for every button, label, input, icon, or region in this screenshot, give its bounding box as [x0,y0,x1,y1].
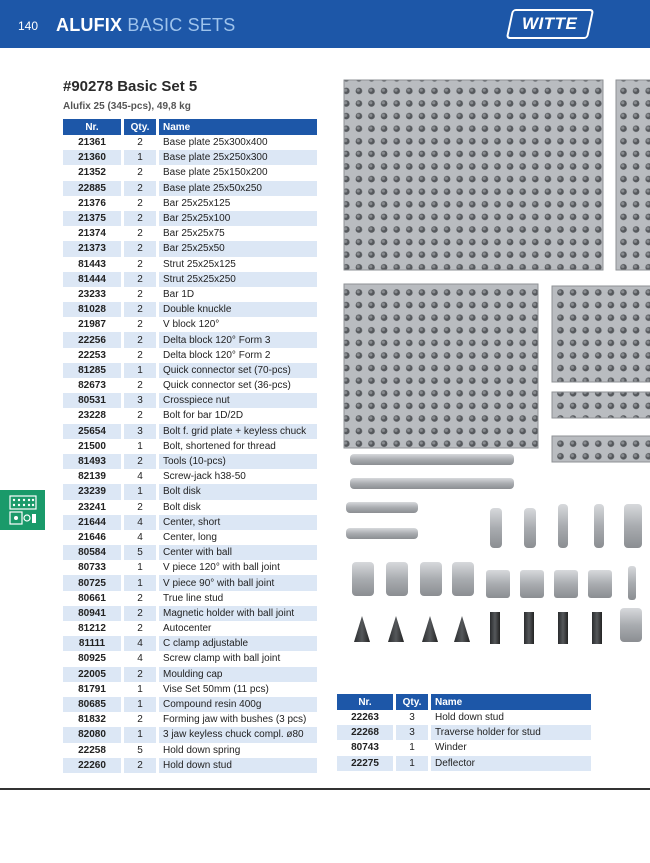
parts-table [63,119,320,773]
part-number: 21352 [63,165,124,180]
quantity: 2 [124,348,159,363]
quantity: 3 [124,424,159,439]
part-name: Strut 25x25x250 [159,272,320,287]
part-number: 21376 [63,196,124,211]
quantity: 2 [124,165,159,180]
table-row [63,727,320,742]
table-row [63,439,320,454]
table-row [63,469,320,484]
quantity: 2 [124,241,159,256]
part-name: Center, long [159,530,320,545]
quantity: 1 [124,560,159,575]
part-number: 81443 [63,257,124,272]
table-row [63,302,320,317]
product-photo [340,72,650,672]
extra-parts-table [337,694,594,771]
part-number: 22275 [337,756,396,771]
part-number: 22263 [337,710,396,725]
quantity: 1 [124,682,159,697]
bolts [490,504,642,548]
base-plate-large [344,80,603,270]
part-number: 82673 [63,378,124,393]
base-plate-small [552,286,650,382]
table-row [63,591,320,606]
part-number: 21500 [63,439,124,454]
part-name: Bolt, shortened for thread [159,439,320,454]
part-number: 21373 [63,241,124,256]
part-name: Bolt for bar 1D/2D [159,408,320,423]
table-row [63,575,320,590]
table-row [63,348,320,363]
quantity: 1 [124,439,159,454]
footer-divider [0,788,650,790]
part-number: 80925 [63,651,124,666]
quantity: 1 [124,697,159,712]
table-header-row [337,694,594,710]
part-name: Center, short [159,515,320,530]
table-row [63,712,320,727]
quantity: 2 [124,181,159,196]
part-number: 21360 [63,150,124,165]
base-plate-medium [344,284,538,448]
part-name: 3 jaw keyless chuck compl. ø80 [159,727,320,742]
part-name: Bar 25x25x50 [159,241,320,256]
table-row [63,758,320,773]
part-name: Base plate 25x300x400 [159,135,320,150]
part-number: 22885 [63,181,124,196]
part-number: 21375 [63,211,124,226]
part-number: 80661 [63,591,124,606]
table-row [63,636,320,651]
part-number: 23239 [63,484,124,499]
quantity: 5 [124,545,159,560]
part-number: 80941 [63,606,124,621]
section-tab [0,490,45,530]
part-name: Bar 25x25x75 [159,226,320,241]
quantity: 4 [124,469,159,484]
quantity: 5 [124,743,159,758]
table-row [63,606,320,621]
table-row [63,272,320,287]
part-name: Bar 1D [159,287,320,302]
table-row [63,363,320,378]
part-name: Deflector [431,756,594,771]
quantity: 2 [124,211,159,226]
section-title-bold: ALUFIX [56,15,123,35]
table-row [63,454,320,469]
section-title-light: BASIC SETS [122,15,236,35]
part-name: Delta block 120° Form 3 [159,332,320,347]
table-row [337,710,594,725]
part-number: 80733 [63,560,124,575]
part-number: 81444 [63,272,124,287]
quantity: 1 [124,727,159,742]
part-name: Winder [431,740,594,755]
quantity: 2 [124,454,159,469]
struts [346,454,514,539]
part-name: Hold down spring [159,743,320,758]
col-nr-header: Nr. [63,119,124,135]
table-row [63,651,320,666]
page-number: 140 [18,19,39,33]
quantity: 3 [124,393,159,408]
part-name: C clamp adjustable [159,636,320,651]
part-name: Bar 25x25x125 [159,196,320,211]
table-row [63,515,320,530]
part-name: Base plate 25x250x300 [159,150,320,165]
table-row [63,135,320,150]
table-row [63,530,320,545]
quantity: 2 [124,196,159,211]
quantity: 1 [124,575,159,590]
table-row [63,378,320,393]
set-subtitle: Alufix 25 (345-pcs), 49,8 kg [63,101,191,112]
part-number: 21646 [63,530,124,545]
quantity: 2 [124,332,159,347]
table-header-row [63,119,320,135]
section-title [56,15,235,36]
table-row [63,287,320,302]
part-number: 21644 [63,515,124,530]
part-name: Forming jaw with bushes (3 pcs) [159,712,320,727]
quantity: 1 [396,740,431,755]
part-number: 81791 [63,682,124,697]
part-name: Double knuckle [159,302,320,317]
part-number: 23228 [63,408,124,423]
quantity: 2 [124,591,159,606]
part-name: Bolt disk [159,484,320,499]
part-name: Bolt f. grid plate + keyless chuck [159,424,320,439]
quantity: 2 [124,226,159,241]
part-name: V piece 90° with ball joint [159,575,320,590]
quantity: 1 [396,756,431,771]
quantity: 2 [124,408,159,423]
part-number: 81111 [63,636,124,651]
part-name: Bar 25x25x100 [159,211,320,226]
quantity: 2 [124,500,159,515]
table-row [63,682,320,697]
clamps [352,562,636,600]
part-number: 82139 [63,469,124,484]
part-name: Vise Set 50mm (11 pcs) [159,682,320,697]
part-name: Tools (10-pcs) [159,454,320,469]
set-title: #90278 Basic Set 5 [63,78,198,95]
table-row [63,150,320,165]
col-qty-header: Qty. [396,694,431,710]
part-number: 22258 [63,743,124,758]
fixture-icon [0,490,45,530]
table-row [63,317,320,332]
col-nr-header: Nr. [337,694,396,710]
part-name: Moulding cap [159,667,320,682]
table-row [63,697,320,712]
part-name: V piece 120° with ball joint [159,560,320,575]
part-number: 80743 [337,740,396,755]
table-row [63,332,320,347]
part-name: Hold down stud [159,758,320,773]
table-row [63,424,320,439]
quantity: 2 [124,135,159,150]
quantity: 2 [124,287,159,302]
quantity: 2 [124,667,159,682]
quantity: 2 [124,712,159,727]
quantity: 2 [124,317,159,332]
table-row [63,393,320,408]
table-row [337,725,594,740]
table-row [63,621,320,636]
page-header [0,0,650,48]
quantity: 4 [124,636,159,651]
quantity: 2 [124,378,159,393]
table-row [63,165,320,180]
part-name: Base plate 25x150x200 [159,165,320,180]
part-number: 80725 [63,575,124,590]
quantity: 2 [124,606,159,621]
part-number: 22253 [63,348,124,363]
part-name: True line stud [159,591,320,606]
part-number: 81285 [63,363,124,378]
part-number: 81832 [63,712,124,727]
table-row [63,211,320,226]
part-number: 23241 [63,500,124,515]
part-number: 22260 [63,758,124,773]
table-row [63,257,320,272]
part-number: 22256 [63,332,124,347]
centers [354,608,642,644]
table-row [63,545,320,560]
table-row [63,743,320,758]
base-plate-strip-1 [552,392,650,418]
part-number: 21374 [63,226,124,241]
part-name: Center with ball [159,545,320,560]
base-plate-edge [616,80,650,270]
witte-logo [506,9,594,39]
table-row [63,241,320,256]
part-name: Autocenter [159,621,320,636]
quantity: 1 [124,363,159,378]
table-row [63,408,320,423]
col-name-header: Name [431,694,594,710]
part-number: 22268 [337,725,396,740]
part-name: Quick connector set (70-pcs) [159,363,320,378]
table-row [337,740,594,755]
quantity: 2 [124,302,159,317]
quantity: 1 [124,484,159,499]
part-name: Quick connector set (36-pcs) [159,378,320,393]
part-number: 21987 [63,317,124,332]
table-row [63,500,320,515]
part-number: 23233 [63,287,124,302]
part-number: 81493 [63,454,124,469]
part-number: 80584 [63,545,124,560]
logo-text: WITTE [522,14,578,33]
part-name: Bolt disk [159,500,320,515]
table-row [63,667,320,682]
table-row [337,756,594,771]
part-number: 81212 [63,621,124,636]
table-row [63,181,320,196]
table-row [63,560,320,575]
part-name: Screw clamp with ball joint [159,651,320,666]
quantity: 1 [124,150,159,165]
table-row [63,484,320,499]
quantity: 3 [396,725,431,740]
part-name: V block 120° [159,317,320,332]
quantity: 4 [124,651,159,666]
part-name: Compound resin 400g [159,697,320,712]
part-name: Strut 25x25x125 [159,257,320,272]
part-name: Magnetic holder with ball joint [159,606,320,621]
part-name: Base plate 25x50x250 [159,181,320,196]
part-number: 21361 [63,135,124,150]
quantity: 4 [124,515,159,530]
quantity: 2 [124,257,159,272]
quantity: 2 [124,272,159,287]
quantity: 3 [396,710,431,725]
part-number: 82080 [63,727,124,742]
col-name-header: Name [159,119,320,135]
base-plate-strip-2 [552,436,650,462]
part-number: 25654 [63,424,124,439]
part-number: 81028 [63,302,124,317]
part-name: Traverse holder for stud [431,725,594,740]
quantity: 4 [124,530,159,545]
part-name: Crosspiece nut [159,393,320,408]
col-qty-header: Qty. [124,119,159,135]
part-name: Hold down stud [431,710,594,725]
part-number: 80531 [63,393,124,408]
table-row [63,196,320,211]
part-name: Screw-jack h38-50 [159,469,320,484]
table-row [63,226,320,241]
part-name: Delta block 120° Form 2 [159,348,320,363]
part-number: 22005 [63,667,124,682]
part-number: 80685 [63,697,124,712]
quantity: 2 [124,758,159,773]
quantity: 2 [124,621,159,636]
